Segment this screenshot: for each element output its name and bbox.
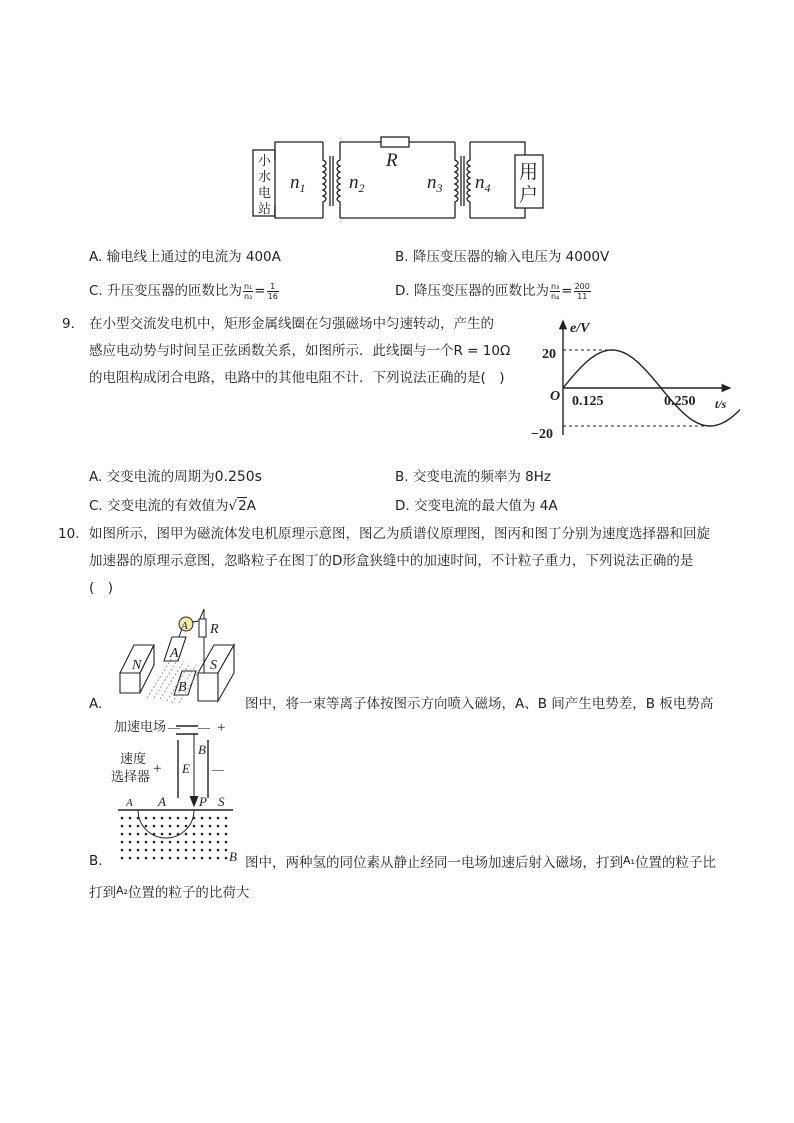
svg-text:n3: $n_3$: [427, 172, 443, 195]
magnetic-field-dot: [217, 825, 220, 828]
magnetic-field-dot: [137, 841, 140, 844]
magnetic-field-dot: [193, 849, 196, 852]
magnetic-field-dot: [225, 817, 228, 820]
magnetic-field-dot: [161, 825, 164, 828]
magnetic-field-dot: [121, 817, 124, 820]
magnetic-field-dot: [193, 825, 196, 828]
q9-option-b[interactable]: B. 交变电流的频率为 8Hz: [395, 469, 551, 485]
q10-stem-line3: ( ): [89, 580, 114, 596]
magnetic-field-dot: [137, 857, 140, 860]
magnetic-field-dot: [137, 825, 140, 828]
q9-option-a[interactable]: A. 交变电流的周期为0.250s: [89, 469, 262, 485]
ammeter-label: A: [181, 620, 188, 632]
q10-number: 10.: [58, 526, 80, 542]
station-char: 小: [258, 153, 272, 168]
svg-text:+: +: [153, 761, 162, 777]
magnetic-field-dot: [217, 833, 220, 836]
mhd-generator-figure: [112, 603, 247, 711]
resistor-label: R: [386, 150, 398, 171]
magnetic-field-dot: [209, 817, 212, 820]
magnetic-field-dot: [201, 857, 204, 860]
magnetic-field-dot: [137, 849, 140, 852]
magnetic-field-dot: [161, 849, 164, 852]
q10-stem-line2: 加速器的原理示意图，忽略粒子在图丁的D形盒狭缝中的加速时间，不计粒子重力，下列说法正确的是: [89, 553, 694, 569]
y-tick-label: −20: [531, 427, 553, 442]
magnetic-field-dot: [145, 833, 148, 836]
q9-option-c[interactable]: C. 交变电流的有效值为√2A: [89, 498, 256, 514]
magnetic-field-dot: [169, 841, 172, 844]
magnetic-field-dot: [201, 849, 204, 852]
magnetic-field-dot: [153, 833, 156, 836]
q8-option-a[interactable]: A. 输电线上通过的电流为 400A: [89, 249, 281, 265]
magnetic-field-dot: [161, 857, 164, 860]
magnetic-field-dot: [129, 817, 132, 820]
magnetic-field-dot: [193, 857, 196, 860]
q10-option-b-label[interactable]: B.: [89, 853, 103, 869]
magnetic-field-dot: [129, 825, 132, 828]
q8-option-c[interactable]: C. 升压变压器的匝数比为 $\frac{\text{n₁}}{\text{n₂}}$ = $\frac{1}{16}$: [89, 281, 278, 301]
magnetic-field-dot: [185, 817, 188, 820]
resistor-label: R: [210, 622, 219, 637]
svg-text:+: +: [217, 720, 226, 736]
magnetic-field-dot: [209, 841, 212, 844]
magnetic-field-dot: [169, 833, 172, 836]
south-pole-label: S: [210, 658, 217, 673]
x-tick-label: 0.250: [664, 394, 696, 409]
magnetic-field-dot: [177, 849, 180, 852]
magnetic-field-dot: [201, 833, 204, 836]
magnetic-field-dot: [121, 841, 124, 844]
magnetic-field-dot: [121, 849, 124, 852]
magnetic-field-dot: [137, 817, 140, 820]
magnetic-field-dot: [185, 825, 188, 828]
magnetic-field-dot: [129, 841, 132, 844]
magnetic-field-dot: [217, 849, 220, 852]
q10-option-b-text-line2[interactable]: 打到$^{A_2}$位置的粒子的比荷大: [89, 884, 250, 901]
magnetic-field-dot: [129, 833, 132, 836]
station-char: 站: [258, 201, 272, 216]
magnetic-field-dot: [161, 817, 164, 820]
magnetic-field-dot: [225, 833, 228, 836]
magnetic-field-dot: [185, 849, 188, 852]
magnetic-field-dot: [137, 833, 140, 836]
transformer-circuit-figure: [245, 130, 555, 225]
user-char: 户: [519, 185, 539, 206]
magnetic-field-dot: [185, 857, 188, 860]
magnetic-field-dot: [201, 817, 204, 820]
magnetic-field-dot: [169, 857, 172, 860]
magnetic-field-dot: [225, 825, 228, 828]
magnetic-field-dot: [153, 817, 156, 820]
q9-stem-line1: 在小型交流发电机中，矩形金属线圈在匀强磁场中匀速转动，产生的: [89, 316, 494, 332]
selector-label: 选择器: [111, 769, 151, 784]
station-char: 电: [258, 185, 272, 200]
selector-label: 速度: [120, 751, 147, 766]
y-tick-label: 20: [542, 347, 556, 362]
field-b-label: B: [229, 849, 237, 864]
magnetic-field-dot: [225, 841, 228, 844]
q9-stem-line2: 感应电动势与时间呈正弦函数关系，如图所示．此线圈与一个R = 10Ω: [89, 343, 511, 359]
magnetic-field-dot: [169, 849, 172, 852]
point-p-label: P: [199, 794, 207, 809]
station-char: 水: [258, 169, 272, 184]
magnetic-field-dot: [161, 841, 164, 844]
magnetic-field-dot: [153, 849, 156, 852]
magnetic-field-dot: [169, 825, 172, 828]
magnetic-field-dot: [193, 841, 196, 844]
q10-option-a-label[interactable]: A.: [89, 696, 103, 712]
magnetic-field-dot: [153, 857, 156, 860]
magnetic-field-dot: [177, 857, 180, 860]
magnetic-field-dot: [225, 857, 228, 860]
q10-stem-line1: 如图所示，图甲为磁流体发电机原理示意图，图乙为质谱仪原理图，图丙和图丁分别为速度选择器和回旋: [89, 526, 710, 542]
y-axis-label: e/V: [570, 321, 590, 336]
magnetic-field-dot: [201, 841, 204, 844]
svg-text:—: —: [198, 720, 210, 734]
magnetic-field-dot: [217, 841, 220, 844]
plate-s-label: S: [218, 794, 225, 809]
q9-number: 9.: [62, 316, 75, 332]
q10-option-a-text[interactable]: 图中，将一束等离子体按图示方向喷入磁场，A、B 间产生电势差，B 板电势高: [245, 696, 714, 712]
svg-text:—: —: [168, 720, 180, 734]
magnetic-field-dot: [177, 825, 180, 828]
emf-sine-chart: [525, 315, 740, 445]
magnetic-field-dot: [145, 817, 148, 820]
point-a-label: A: [158, 794, 166, 809]
q8-option-b[interactable]: B. 降压变压器的输入电压为 4000V: [395, 249, 610, 265]
magnetic-field-dot: [145, 825, 148, 828]
x-axis-label: t/s: [715, 397, 727, 411]
magnetic-field-dot: [145, 857, 148, 860]
magnetic-field-dot: [193, 833, 196, 836]
magnetic-field-dot: [153, 841, 156, 844]
magnetic-field-dot: [209, 825, 212, 828]
magnetic-field-dot: [217, 857, 220, 860]
magnetic-field-dot: [225, 849, 228, 852]
plate-a-label: A: [170, 646, 179, 661]
svg-text:n2: $n_2$: [349, 172, 365, 195]
magnetic-field-dot: [177, 841, 180, 844]
point-a-label: A: [126, 797, 133, 809]
north-pole-label: N: [132, 658, 142, 673]
magnetic-field-dot: [145, 841, 148, 844]
magnetic-field-dot: [209, 849, 212, 852]
magnetic-field-dot: [121, 833, 124, 836]
magnetic-field-dot: [145, 849, 148, 852]
magnetic-field-dot: [177, 833, 180, 836]
q9-stem-line3: 的电阻构成闭合电路，电路中的其他电阻不计．下列说法正确的是( ): [89, 370, 505, 386]
magnetic-field-dot: [121, 857, 124, 860]
magnetic-field-dot: [217, 817, 220, 820]
magnetic-field-dot: [209, 857, 212, 860]
magnetic-field-dot: [201, 825, 204, 828]
magnetic-field-dot: [177, 817, 180, 820]
accel-field-label: 加速电场: [114, 719, 167, 734]
magnetic-field-dot: [129, 857, 132, 860]
magnetic-field-dot: [209, 833, 212, 836]
magnetic-field-dot: [185, 841, 188, 844]
q8-option-d[interactable]: D. 降压变压器的匝数比为 $\frac{\text{n₃}}{\text{n₄}}$ = $\frac{200}{11}$: [395, 281, 590, 301]
x-tick-label: 0.125: [572, 394, 604, 409]
q10-option-b-text[interactable]: 图中，两种氢的同位素从静止经同一电场加速后射入磁场，打到$^{A_1}$位置的粒子比: [245, 854, 716, 871]
magnetic-field-dot: [161, 833, 164, 836]
field-b-label: B: [198, 742, 206, 757]
magnetic-field-dot: [121, 825, 124, 828]
user-char: 用: [519, 162, 539, 183]
svg-text:n1: $n_1$: [290, 172, 306, 195]
svg-text:—: —: [212, 762, 224, 776]
mass-spectrometer-figure: [108, 718, 240, 866]
magnetic-field-dot: [153, 825, 156, 828]
magnetic-field-dot: [169, 817, 172, 820]
plate-b-label: B: [178, 680, 187, 695]
field-e-label: E: [182, 761, 190, 776]
origin-label: O: [550, 389, 561, 404]
q9-option-d[interactable]: D. 交变电流的最大值为 4A: [395, 498, 558, 514]
magnetic-field-dot: [185, 833, 188, 836]
magnetic-field-dot: [193, 817, 196, 820]
magnetic-field-dot: [129, 849, 132, 852]
svg-text:n4: $n_4$: [475, 172, 491, 195]
